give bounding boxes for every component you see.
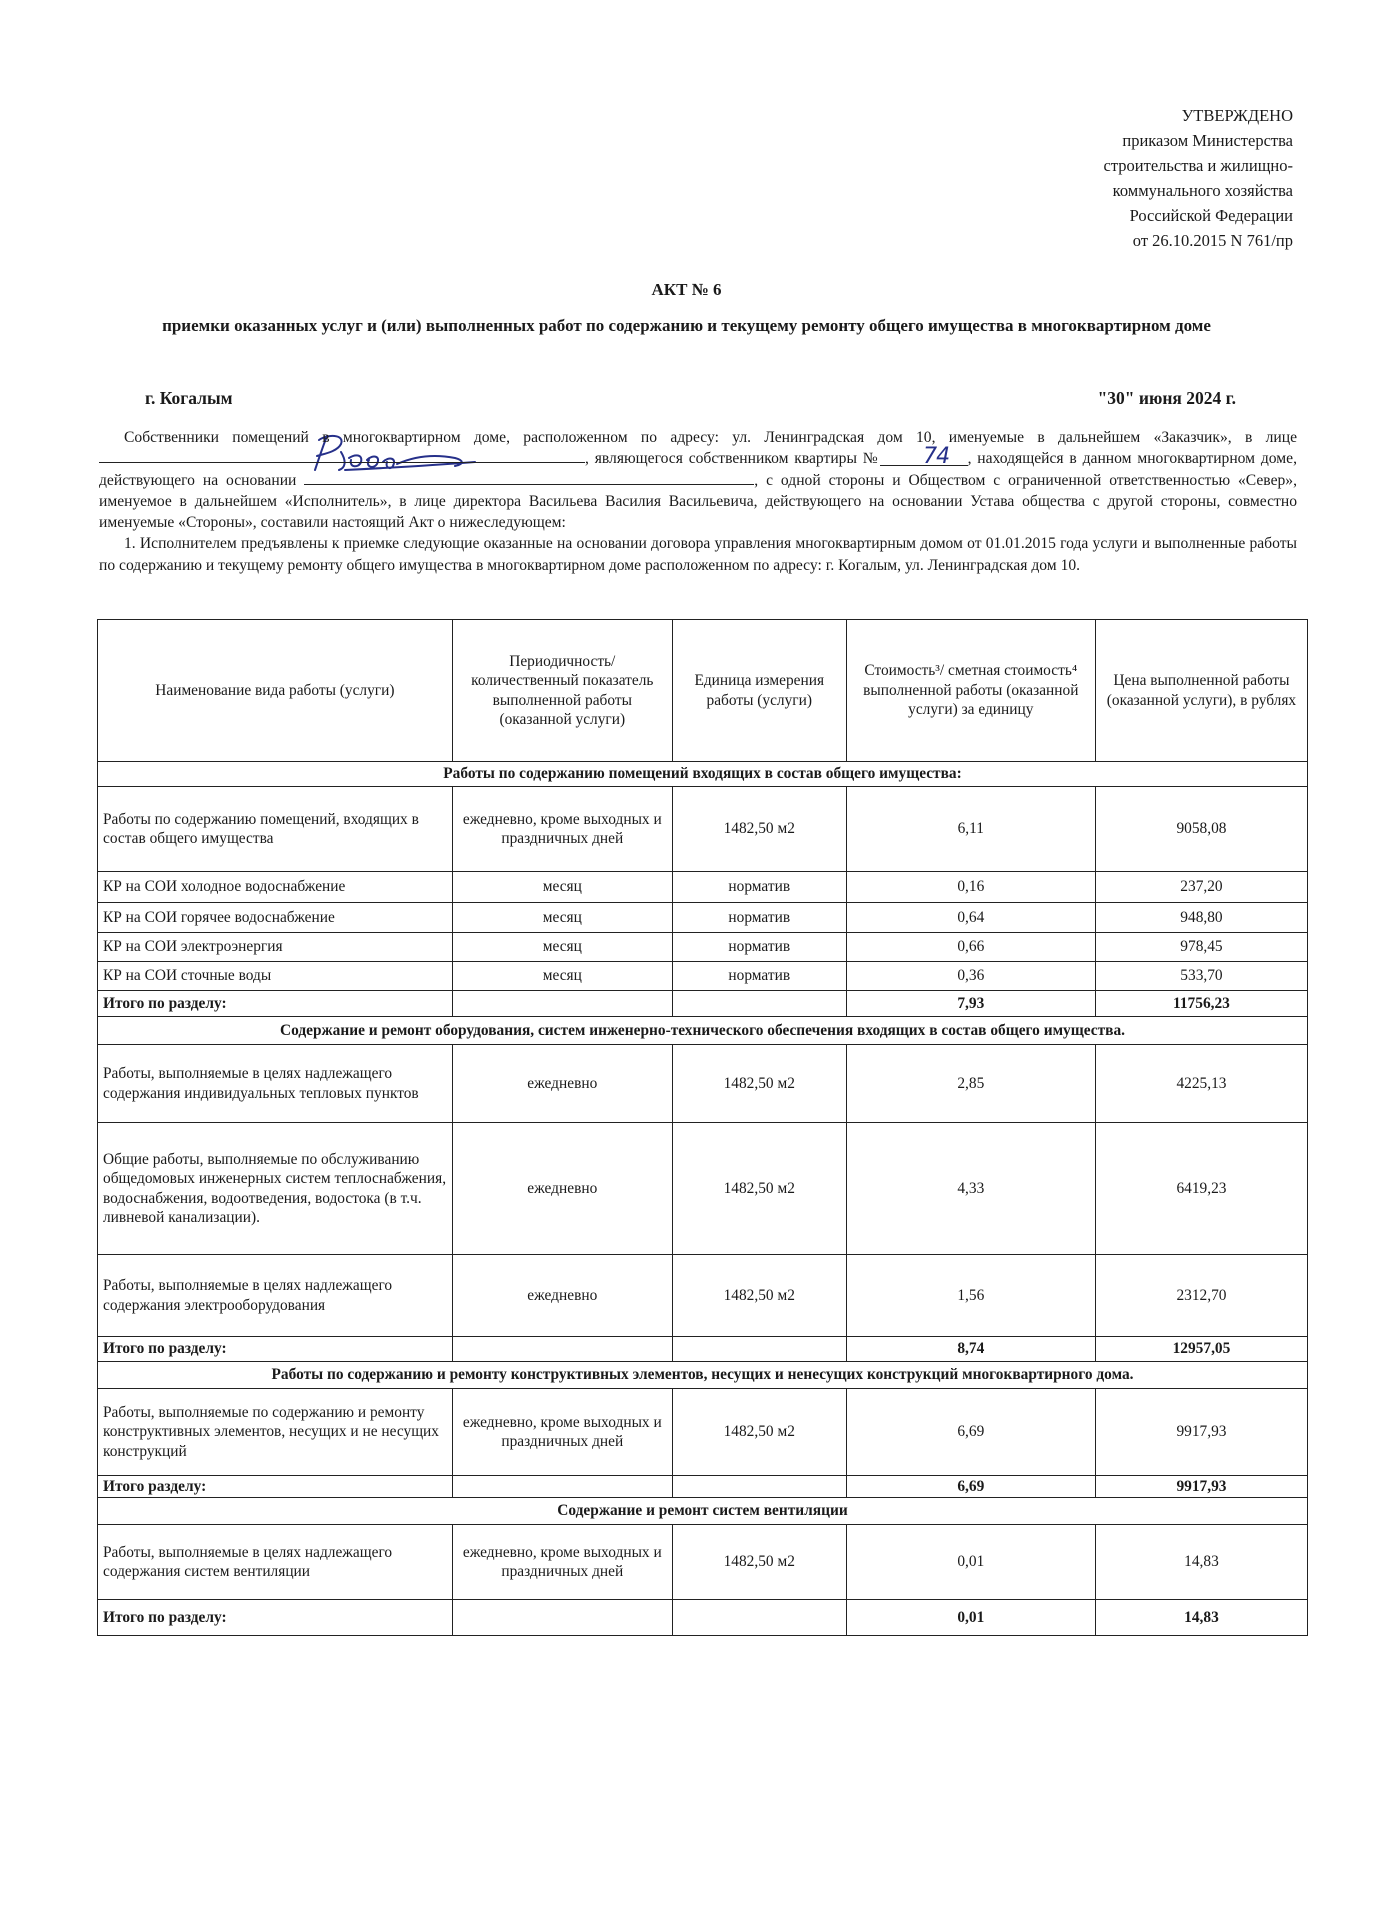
intro-text-part: , являющегося собственником квартиры № — [585, 450, 880, 468]
total-cost: 7,93 — [846, 991, 1095, 1017]
header-price: Цена выполненной работы (оказанной услуги), в рублях — [1095, 620, 1307, 762]
intro-paragraph-1 — [99, 427, 1297, 533]
table-header-row — [98, 620, 1308, 762]
total-cost: 0,01 — [846, 1600, 1095, 1636]
intro-text-part: , находящейся в данном многоквартирном доме, действующего на основании — [99, 450, 1297, 489]
section-title: Содержание и ремонт оборудования, систем инженерно-технического обеспечения входящих в состав общего имущества. — [98, 1017, 1308, 1045]
works-table — [97, 619, 1308, 1636]
table-row — [98, 1525, 1308, 1600]
row-cost: 6,69 — [846, 1389, 1095, 1476]
section-title: Работы по содержанию помещений входящих в состав общего имущества: — [98, 762, 1308, 787]
row-name: КР на СОИ холодное водоснабжение — [98, 872, 453, 903]
intro-text — [99, 427, 1297, 576]
table-row — [98, 1123, 1308, 1255]
act-city: г. Когалым — [145, 388, 233, 408]
section-title-row — [98, 1362, 1308, 1389]
intro-text-part: Собственники помещений в многоквартирном доме, расположенном по адресу: ул. Ленинградская дом 10, именуемые в дальнейшем «Заказчик», в лице — [124, 429, 1297, 446]
approved-line: строительства и жилищно- — [1103, 156, 1293, 175]
table-row — [98, 1255, 1308, 1337]
table-row — [98, 962, 1308, 991]
act-title: АКТ № 6 — [651, 280, 722, 299]
table-row — [98, 1389, 1308, 1476]
row-periodicity: месяц — [452, 903, 672, 933]
table-row — [98, 903, 1308, 933]
row-periodicity: ежедневно — [452, 1123, 672, 1255]
row-price: 948,80 — [1095, 903, 1307, 933]
section-total-row — [98, 1600, 1308, 1636]
total-empty — [452, 1600, 672, 1636]
row-name: Работы, выполняемые по содержанию и ремонту конструктивных элементов, несущих и не несущих конструкций — [98, 1389, 453, 1476]
row-cost: 0,36 — [846, 962, 1095, 991]
section-total-row — [98, 991, 1308, 1017]
section-title: Содержание и ремонт систем вентиляции — [98, 1498, 1308, 1525]
row-name: Общие работы, выполняемые по обслуживанию общедомовых инженерных систем теплоснабжения, водоснабжения, водоотведения, водостока (в т.ч. ливневой канализации). — [98, 1123, 453, 1255]
row-price: 4225,13 — [1095, 1045, 1307, 1123]
row-unit: норматив — [672, 872, 846, 903]
table-row — [98, 1045, 1308, 1123]
row-name: Работы, выполняемые в целях надлежащего содержания индивидуальных тепловых пунктов — [98, 1045, 453, 1123]
total-label: Итого по разделу: — [98, 991, 453, 1017]
table-row — [98, 933, 1308, 962]
header-name: Наименование вида работы (услуги) — [98, 620, 453, 762]
header-cost: Стоимость³/ сметная стоимость⁴ выполненной работы (оказанной услуги) за единицу — [846, 620, 1095, 762]
approved-line: коммунального хозяйства — [1112, 181, 1293, 200]
total-empty — [672, 1600, 846, 1636]
section-total-row — [98, 1337, 1308, 1362]
row-price: 978,45 — [1095, 933, 1307, 962]
row-cost: 2,85 — [846, 1045, 1095, 1123]
row-name: Работы, выполняемые в целях надлежащего содержания электрооборудования — [98, 1255, 453, 1337]
flat-number: 74 — [880, 449, 968, 466]
row-periodicity: ежедневно — [452, 1255, 672, 1337]
row-unit: норматив — [672, 962, 846, 991]
row-unit: норматив — [672, 933, 846, 962]
total-label: Итого по разделу: — [98, 1337, 453, 1362]
row-cost: 0,64 — [846, 903, 1095, 933]
row-unit: 1482,50 м2 — [672, 1123, 846, 1255]
row-price: 9917,93 — [1095, 1389, 1307, 1476]
total-label: Итого по разделу: — [98, 1600, 453, 1636]
approval-stamp-text — [933, 103, 1293, 253]
row-price: 14,83 — [1095, 1525, 1307, 1600]
total-cost: 8,74 — [846, 1337, 1095, 1362]
act-subtitle: приемки оказанных услуг и (или) выполненных работ по содержанию и текущему ремонту общего имущества в многоквартирном доме — [162, 316, 1211, 335]
section-title: Работы по содержанию и ремонту конструктивных элементов, несущих и ненесущих конструкций многоквартирного дома. — [98, 1362, 1308, 1389]
total-price: 14,83 — [1095, 1600, 1307, 1636]
row-periodicity: ежедневно — [452, 1045, 672, 1123]
table-row — [98, 872, 1308, 903]
approved-line: УТВЕРЖДЕНО — [1181, 106, 1293, 125]
row-unit: 1482,50 м2 — [672, 787, 846, 872]
act-date: "30" июня 2024 г. — [1097, 388, 1236, 408]
total-empty — [672, 991, 846, 1017]
row-unit: 1482,50 м2 — [672, 1045, 846, 1123]
row-name: Работы, выполняемые в целях надлежащего содержания систем вентиляции — [98, 1525, 453, 1600]
total-empty — [452, 1476, 672, 1498]
basis-document-blank — [304, 470, 754, 485]
row-cost: 1,56 — [846, 1255, 1095, 1337]
approved-line: приказом Министерства — [1122, 131, 1293, 150]
row-cost: 6,11 — [846, 787, 1095, 872]
total-cost: 6,69 — [846, 1476, 1095, 1498]
row-unit: 1482,50 м2 — [672, 1525, 846, 1600]
row-price: 9058,08 — [1095, 787, 1307, 872]
intro-text-part: , с одной стороны и Обществом с ограниченной ответственностью «Север», именуемое в дальнейшем «Исполнитель», в лице директора Васильева Василия Васильевича, действующего на основании Устава общества с другой стороны, совместно именуемые «Стороны», составили настоящий Акт о нижеследующем: — [99, 471, 1297, 532]
row-cost: 0,16 — [846, 872, 1095, 903]
total-empty — [452, 991, 672, 1017]
row-periodicity: месяц — [452, 962, 672, 991]
row-periodicity: ежедневно, кроме выходных и праздничных дней — [452, 1525, 672, 1600]
row-unit: норматив — [672, 903, 846, 933]
total-empty — [672, 1476, 846, 1498]
row-name: КР на СОИ электроэнергия — [98, 933, 453, 962]
total-label: Итого разделу: — [98, 1476, 453, 1498]
row-name: КР на СОИ горячее водоснабжение — [98, 903, 453, 933]
row-periodicity: ежедневно, кроме выходных и праздничных дней — [452, 787, 672, 872]
row-periodicity: ежедневно, кроме выходных и праздничных дней — [452, 1389, 672, 1476]
total-empty — [672, 1337, 846, 1362]
row-unit: 1482,50 м2 — [672, 1255, 846, 1337]
approved-line: Российской Федерации — [1129, 206, 1293, 225]
row-price: 533,70 — [1095, 962, 1307, 991]
table-row — [98, 787, 1308, 872]
row-name: Работы по содержанию помещений, входящих в состав общего имущества — [98, 787, 453, 872]
section-total-row — [98, 1476, 1308, 1498]
intro-paragraph-2: 1. Исполнителем предъявлены к приемке следующие оказанные на основании договора управления многоквартирным домом от 01.01.2015 года услуги и выполненные работы по содержанию и текущему ремонту общего имущества в многоквартирном доме расположенном по адресу: г. Когалым, ул. Ленинградская дом 10. — [99, 535, 1297, 574]
row-price: 2312,70 — [1095, 1255, 1307, 1337]
row-cost: 4,33 — [846, 1123, 1095, 1255]
representative-name-blank — [99, 448, 585, 463]
row-cost: 0,01 — [846, 1525, 1095, 1600]
row-name: КР на СОИ сточные воды — [98, 962, 453, 991]
section-title-row — [98, 1017, 1308, 1045]
row-price: 237,20 — [1095, 872, 1307, 903]
row-periodicity: месяц — [452, 872, 672, 903]
row-cost: 0,66 — [846, 933, 1095, 962]
total-price: 12957,05 — [1095, 1337, 1307, 1362]
total-price: 9917,93 — [1095, 1476, 1307, 1498]
header-unit: Единица измерения работы (услуги) — [672, 620, 846, 762]
header-periodicity: Периодичность/ количественный показатель выполненной работы (оказанной услуги) — [452, 620, 672, 762]
section-title-row — [98, 1498, 1308, 1525]
total-empty — [452, 1337, 672, 1362]
row-price: 6419,23 — [1095, 1123, 1307, 1255]
approved-line: от 26.10.2015 N 761/пр — [1132, 231, 1293, 250]
row-unit: 1482,50 м2 — [672, 1389, 846, 1476]
total-price: 11756,23 — [1095, 991, 1307, 1017]
section-title-row — [98, 762, 1308, 787]
row-periodicity: месяц — [452, 933, 672, 962]
